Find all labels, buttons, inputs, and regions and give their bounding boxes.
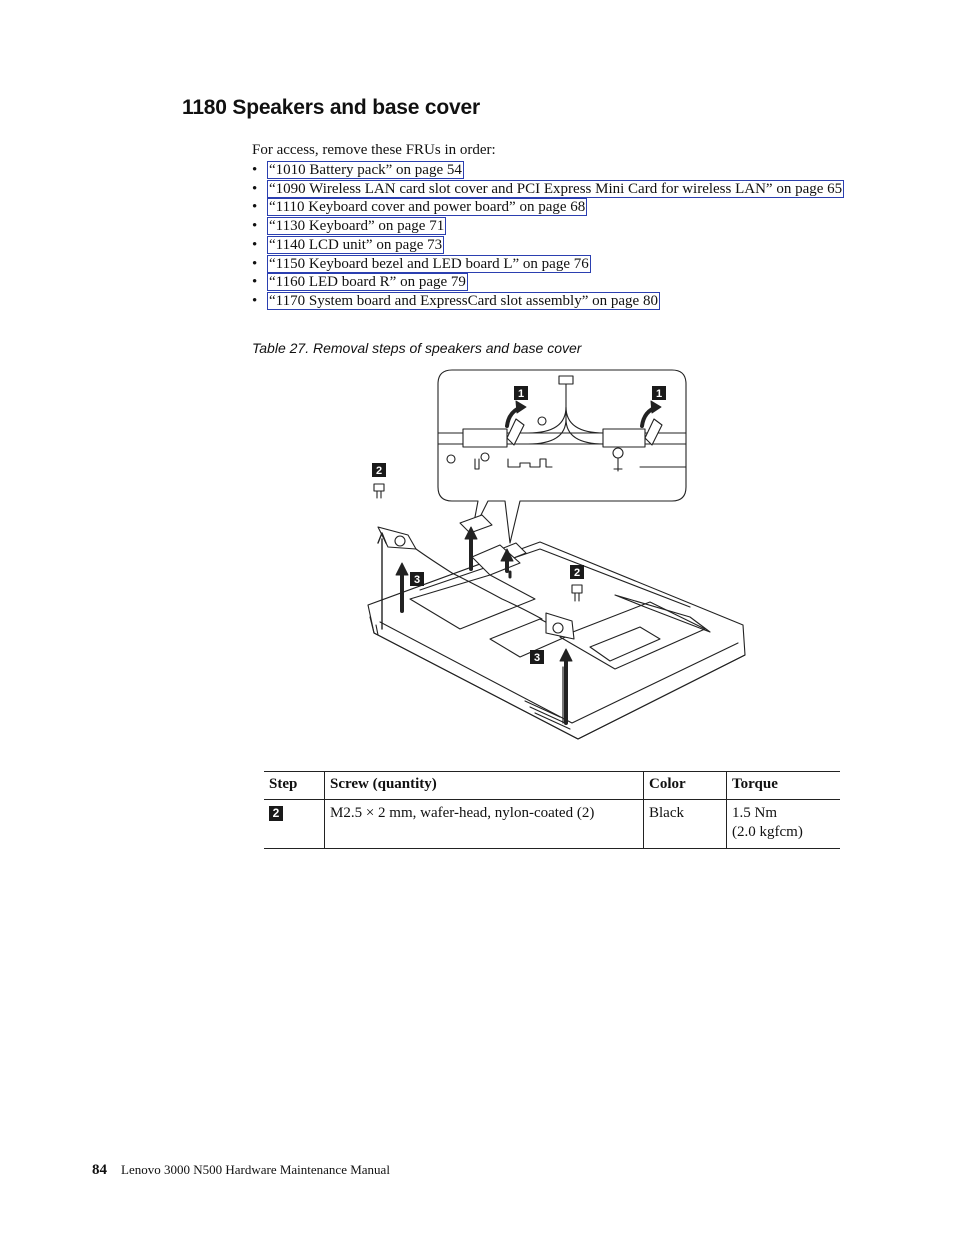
column-header-screw: Screw (quantity) — [325, 772, 644, 800]
fru-link-led-board-r[interactable]: “1160 LED board R” on page 79 — [269, 274, 466, 291]
column-header-color: Color — [644, 772, 727, 800]
list-item: • “1130 Keyboard” on page 71 — [252, 218, 445, 235]
color-cell: Black — [644, 800, 727, 849]
callout-1-right-label: 1 — [655, 388, 663, 400]
fru-link-system-board[interactable]: “1170 System board and ExpressCard slot assembly” on page 80 — [269, 292, 658, 309]
fru-link-wireless-lan-cover[interactable]: “1090 Wireless LAN card slot cover and PCI Express Mini Card for wireless LAN” on page 65 — [269, 180, 843, 197]
table-header-row — [264, 772, 840, 800]
speaker-removal-illustration — [360, 367, 750, 747]
screw-cell: M2.5 × 2 mm, wafer-head, nylon-coated (2) — [325, 800, 644, 849]
fru-link-lcd-unit[interactable]: “1140 LCD unit” on page 73 — [269, 236, 443, 253]
callout-2-right-label: 2 — [573, 567, 581, 579]
torque-nm: 1.5 Nm — [732, 805, 777, 821]
list-item: • “1110 Keyboard cover and power board” on page 68 — [252, 199, 586, 216]
intro-text: For access, remove these FRUs in order: — [252, 142, 496, 158]
callout-2-left-label: 2 — [375, 465, 383, 477]
callout-3-left-label: 3 — [413, 574, 421, 586]
list-item: • “1160 LED board R” on page 79 — [252, 274, 466, 291]
fru-removal-list — [252, 161, 844, 311]
page-footer — [92, 1162, 390, 1179]
step-cell — [264, 800, 325, 849]
fru-link-keyboard-bezel[interactable]: “1150 Keyboard bezel and LED board L” on page 76 — [269, 255, 589, 272]
section-heading: 1180 Speakers and base cover — [182, 96, 480, 119]
manual-title: Lenovo 3000 N500 Hardware Maintenance Manual — [121, 1162, 390, 1177]
list-item: • “1090 Wireless LAN card slot cover and PCI Express Mini Card for wireless LAN” on page 65 — [252, 180, 843, 197]
column-header-torque: Torque — [727, 772, 841, 800]
torque-cell — [727, 800, 841, 849]
figure-caption: Table 27. Removal steps of speakers and base cover — [252, 340, 582, 356]
screw-table — [264, 771, 840, 849]
torque-kgfcm: (2.0 kgfcm) — [732, 824, 803, 840]
callout-3-right-label: 3 — [533, 652, 541, 664]
table-row — [264, 800, 840, 849]
fru-link-keyboard-cover[interactable]: “1110 Keyboard cover and power board” on page 68 — [269, 199, 586, 216]
page-number: 84 — [92, 1162, 107, 1178]
column-header-step: Step — [264, 772, 325, 800]
list-item: • “1010 Battery pack” on page 54 — [252, 162, 462, 178]
list-item: • “1150 Keyboard bezel and LED board L” on page 76 — [252, 255, 589, 272]
callout-1-left-label: 1 — [517, 388, 525, 400]
step-badge: 2 — [269, 806, 283, 821]
fru-link-keyboard[interactable]: “1130 Keyboard” on page 71 — [269, 218, 445, 235]
list-item: • “1140 LCD unit” on page 73 — [252, 236, 443, 253]
list-item: • “1170 System board and ExpressCard slot assembly” on page 80 — [252, 292, 658, 309]
fru-link-battery-pack[interactable]: “1010 Battery pack” on page 54 — [269, 162, 462, 178]
